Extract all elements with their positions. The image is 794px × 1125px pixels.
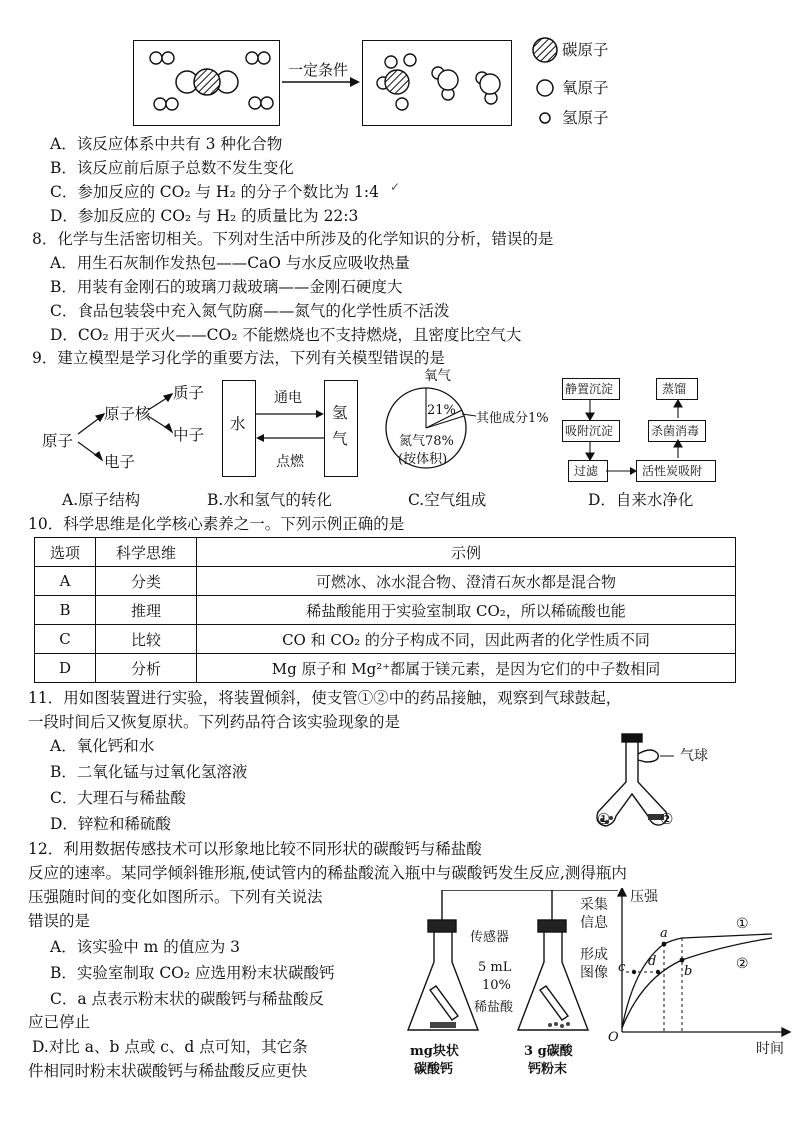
q7-option-c: C．参加反应的 CO₂ 与 H₂ 的分子个数比为 1:4	[50, 183, 379, 201]
form-line: 图像	[580, 965, 608, 981]
purification-arrows	[560, 398, 720, 462]
point-a-label: a	[660, 926, 668, 941]
other-label: 其他成分1%	[476, 411, 549, 426]
q8-option-d: D．CO₂ 用于灭火——CO₂ 不能燃烧也不支持燃烧，且密度比空气大	[50, 326, 522, 344]
volume-label: 5 mL	[478, 960, 512, 975]
point-c-label: c	[618, 960, 626, 975]
table-row	[35, 654, 736, 683]
check-mark: ✓	[390, 180, 401, 194]
q11-stem-2: 一段时间后又恢复原状。下列药品符合该实验现象的是	[28, 713, 401, 731]
header-option: 选项	[35, 538, 96, 567]
balloon-label: 气球	[680, 748, 708, 764]
cell: 比较	[96, 625, 197, 654]
cell: A	[35, 567, 96, 596]
q10-table	[34, 537, 736, 683]
q12-option-d-cont: 件相同时粉末状碳酸钙与稀盐酸反应更快	[28, 1062, 308, 1080]
curve-2-label: ②	[736, 956, 749, 972]
table-row	[35, 625, 736, 654]
tube-2-label: ②	[660, 810, 674, 828]
q12-stem-1: 12．利用数据传感技术可以形象地比较不同形状的碳酸钙与稀盐酸	[28, 840, 482, 858]
q12-option-d: D.对比 a、b 点或 c、d 点可知，其它条	[32, 1038, 308, 1056]
cell: B	[35, 596, 96, 625]
flask-2-label-2: 钙粉末	[528, 1062, 568, 1077]
sensor-label: 传感器	[470, 926, 509, 945]
q12-option-b: B．实验室制取 CO₂ 应选用粉末状碳酸钙	[50, 964, 335, 982]
cell: CO 和 CO₂ 的分子构成不同，因此两者的化学性质不同	[197, 625, 736, 654]
caption-c: C.空气组成	[408, 491, 487, 509]
q12-stem-2: 反应的速率。某同学倾斜锥形瓶,使试管内的稀盐酸流入瓶中与碳酸钙发生反应,测得瓶内	[28, 864, 627, 882]
q11-option-c: C．大理石与稀盐酸	[50, 789, 186, 807]
nucleus-label: 原子核	[104, 405, 151, 423]
q8-option-c: C．食品包装袋中充入氮气防腐——氮气的化学性质不活泼	[50, 302, 450, 320]
carbon-label: 活性炭吸附	[642, 464, 703, 478]
adsorb-label: 吸附沉淀	[565, 424, 614, 438]
electron-label: 电子	[104, 453, 136, 471]
cell: Mg 原子和 Mg²⁺都属于镁元素，是因为它们的中子数相同	[197, 654, 736, 683]
caption-d: D．自来水净化	[588, 491, 694, 509]
q12-stem-4: 错误的是	[28, 912, 91, 930]
distill-label: 蒸馏	[662, 382, 687, 396]
ignite-label: 点燃	[276, 454, 304, 470]
q10-stem: 10．科学思维是化学核心素养之一。下列示例正确的是	[28, 515, 405, 533]
q12-option-a: A．该实验中 m 的值应为 3	[50, 938, 241, 956]
oxygen-label: 氧气	[424, 368, 451, 384]
h2o-molecule	[432, 67, 458, 100]
curve-2	[622, 938, 772, 1028]
q7-option-a: A．该反应体系中共有 3 种化合物	[50, 135, 283, 153]
table-row	[35, 567, 736, 596]
q8-option-b: B．用装有金刚石的玻璃刀裁玻璃——金刚石硬度大	[50, 278, 403, 296]
origin-label: O	[608, 1030, 619, 1045]
cell: 可燃冰、冰水混合物、澄清石灰水都是混合物	[197, 567, 736, 596]
q12-option-c: C．a 点表示粉末状的碳酸钙与稀盐酸反	[50, 990, 325, 1008]
concentration-label: 10%	[482, 978, 511, 993]
table-header-row	[35, 538, 736, 567]
legend-oxygen: 氧原子	[562, 79, 609, 97]
point-c	[632, 970, 636, 974]
q7-molecule-diagram	[0, 0, 794, 140]
caption-a: A.原子结构	[62, 491, 141, 509]
atom-label: 原子	[42, 432, 74, 450]
flask-1-label-1: mg块状	[410, 1044, 459, 1059]
point-a	[662, 942, 667, 947]
q8-option-a: A．用生石灰制作发热包——CaO 与水反应吸收热量	[50, 254, 410, 272]
proton-label: 质子	[173, 384, 205, 402]
collect-label	[580, 896, 608, 932]
hydrogen-gas-label: 氢 气	[332, 404, 348, 448]
header-thinking: 科学思维	[96, 538, 197, 567]
q11-stem-1: 11．用如图装置进行实验，将装置倾斜，使支管①②中的药品接触，观察到气球鼓起，	[28, 689, 622, 707]
oxygen-legend-icon	[537, 80, 553, 96]
curve-1-label: ①	[736, 916, 749, 932]
electrolysis-label: 通电	[274, 390, 302, 406]
legend-carbon: 碳原子	[562, 41, 609, 59]
neutron-label: 中子	[173, 426, 205, 444]
cell: D	[35, 654, 96, 683]
legend-hydrogen: 氢原子	[562, 109, 609, 127]
point-b-label: b	[684, 964, 693, 979]
flask-1-label-2: 碳酸钙	[414, 1062, 454, 1077]
table-row	[35, 596, 736, 625]
q7-option-d: D．参加反应的 CO₂ 与 H₂ 的质量比为 22:3	[50, 207, 359, 225]
point-d-label: d	[648, 954, 657, 969]
q7-option-b: B．该反应前后原子总数不发生变化	[50, 159, 294, 177]
q9-stem: 9．建立模型是学习化学的重要方法，下列有关模型错误的是	[32, 349, 445, 367]
point-b	[680, 958, 685, 963]
arrow-to-carbon	[606, 466, 638, 476]
collect-line: 信息	[580, 915, 608, 931]
cell: C	[35, 625, 96, 654]
form-label	[580, 946, 608, 982]
ch4-molecule	[377, 54, 416, 110]
oxygen-percent: 21%	[427, 403, 456, 418]
q8-stem: 8．化学与生活密切相关。下列对生活中所涉及的化学知识的分析，错误的是	[32, 230, 554, 248]
pressure-time-graph	[612, 888, 792, 1048]
settle-label: 静置沉淀	[565, 382, 614, 396]
form-line: 形成	[580, 947, 608, 963]
q11-option-b: B．二氧化锰与过氧化氢溶液	[50, 763, 248, 781]
carbon-legend-icon	[533, 38, 557, 62]
cell: 分析	[96, 654, 197, 683]
curve-1	[622, 934, 772, 1028]
disinfect-label: 杀菌消毒	[651, 424, 700, 438]
filter-label: 过滤	[574, 464, 599, 478]
tube-1-label: ①	[597, 810, 611, 828]
q11-option-d: D．锌粒和稀硫酸	[50, 815, 171, 833]
co2-molecule	[176, 69, 238, 95]
cell: 分类	[96, 567, 197, 596]
caption-b: B.水和氢气的转化	[207, 491, 332, 509]
collect-line: 采集	[580, 897, 608, 913]
point-d	[656, 970, 660, 974]
x-axis-label: 时间	[756, 1041, 784, 1057]
acid-label: 稀盐酸	[474, 1000, 514, 1015]
cell: 推理	[96, 596, 197, 625]
nitrogen-label: 氮气78%	[399, 434, 454, 449]
cell: 稀盐酸能用于实验室制取 CO₂，所以稀硫酸也能	[197, 596, 736, 625]
header-example: 示例	[197, 538, 736, 567]
flask-2-label-1: 3 g碳酸	[524, 1044, 573, 1059]
by-volume-label: (按体积)	[398, 452, 448, 467]
y-axis-label: 压强	[630, 889, 658, 905]
hydrogen-legend-icon	[540, 113, 550, 123]
q11-option-a: A．氧化钙和水	[50, 737, 155, 755]
q12-stem-3: 压强随时间的变化如图所示。下列有关说法	[28, 888, 323, 906]
h2o-molecule	[476, 72, 500, 104]
water-label: 水	[230, 415, 246, 433]
arrow-label: 一定条件	[288, 61, 349, 79]
q12-option-c-cont: 应已停止	[28, 1013, 91, 1031]
